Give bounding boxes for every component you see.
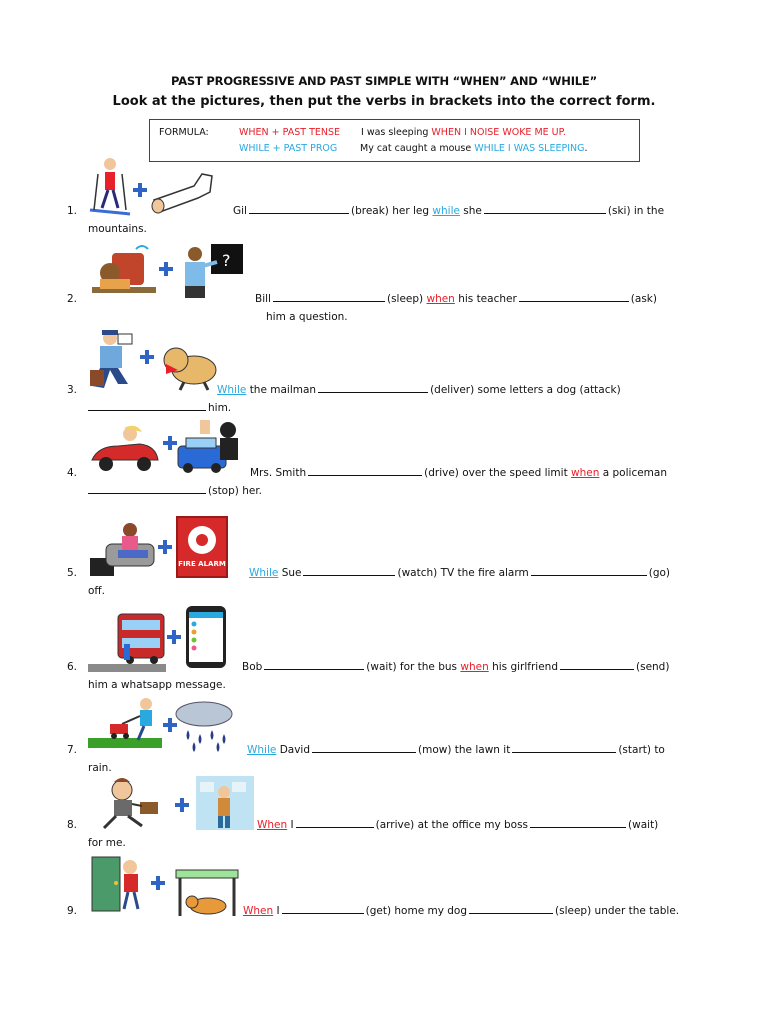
item-7-continuation: rain.: [88, 762, 112, 774]
answer-blank[interactable]: [88, 485, 206, 494]
item-8-sentence: When I (arrive) at the office my boss (wait): [257, 819, 659, 831]
item-6-sentence: Bob (wait) for the bus when his girlfriend (send): [242, 661, 670, 673]
item-8-continuation: for me.: [88, 837, 126, 849]
mailman-icon: [88, 326, 140, 392]
worksheet-instruction: Look at the pictures, then put the verbs in brackets into the correct form.: [112, 94, 656, 109]
item-number: 6.: [67, 661, 78, 673]
item-number: 7.: [67, 744, 78, 756]
answer-blank[interactable]: [484, 205, 606, 214]
dog-under-table-icon: [172, 866, 242, 918]
teacher-icon: [175, 242, 245, 300]
item-2-sentence: Bill (sleep) when his teacher (ask): [255, 293, 657, 305]
item-7-sentence: While David (mow) the lawn it (start) to: [247, 744, 665, 756]
answer-blank[interactable]: [303, 567, 395, 576]
answer-blank[interactable]: [273, 293, 385, 302]
item-number: 4.: [67, 467, 78, 479]
fire-alarm-icon: [176, 516, 228, 578]
worksheet-title: PAST PROGRESSIVE AND PAST SIMPLE WITH “WHEN” AND “WHILE”: [171, 74, 597, 88]
driving-woman-icon: [88, 424, 162, 476]
boss-icon: [196, 776, 254, 830]
plus-icon: [159, 262, 173, 276]
item-number: 1.: [67, 205, 78, 217]
item-5-sentence: While Sue (watch) TV the fire alarm (go): [249, 567, 671, 579]
formula-example-1: I was sleeping WHEN I NOISE WOKE ME UP.: [361, 127, 566, 138]
bus-stop-icon: [88, 612, 166, 672]
police-car-icon: [176, 416, 244, 476]
item-number: 2.: [67, 293, 78, 305]
plus-icon: [158, 540, 172, 554]
item-number: 3.: [67, 384, 78, 396]
angry-dog-icon: [158, 340, 220, 392]
plus-icon: [140, 350, 154, 364]
answer-blank[interactable]: [249, 205, 349, 214]
svg-text:?: ?: [222, 251, 231, 270]
answer-blank[interactable]: [519, 293, 629, 302]
answer-blank[interactable]: [282, 905, 364, 914]
item-3-continuation: him.: [88, 402, 231, 414]
answer-blank[interactable]: [296, 819, 374, 828]
plus-icon: [175, 798, 189, 812]
rain-cloud-icon: [174, 700, 236, 754]
skier-icon: [88, 152, 132, 216]
formula-label: FORMULA:: [159, 127, 209, 138]
running-man-icon: [88, 776, 172, 832]
answer-blank[interactable]: [264, 661, 364, 670]
plus-icon: [167, 630, 181, 644]
item-number: 8.: [67, 819, 78, 831]
smartphone-icon: [184, 604, 228, 670]
item-9-sentence: When I (get) home my dog (sleep) under the table.: [243, 905, 680, 917]
item-2-continuation: him a question.: [266, 311, 348, 323]
man-at-door-icon: [88, 853, 148, 913]
answer-blank[interactable]: [469, 905, 553, 914]
plus-icon: [163, 436, 177, 450]
lawn-mower-icon: [88, 694, 162, 748]
formula-rule-while: WHILE + PAST PROG: [239, 143, 338, 154]
answer-blank[interactable]: [88, 402, 206, 411]
item-6-continuation: him a whatsapp message.: [88, 679, 226, 691]
answer-blank[interactable]: [308, 467, 422, 476]
formula-example-2: My cat caught a mouse WHILE I WAS SLEEPING.: [360, 143, 588, 154]
answer-blank[interactable]: [318, 384, 428, 393]
item-3-sentence: While the mailman (deliver) some letters a dog (attack): [217, 384, 621, 396]
item-1-sentence: Gil (break) her leg while she (ski) in the: [233, 205, 665, 217]
formula-rule-when: WHEN + PAST TENSE: [239, 127, 341, 138]
item-4-sentence: Mrs. Smith (drive) over the speed limit when a policeman: [250, 467, 667, 479]
sleeping-student-icon: [88, 243, 160, 301]
woman-watching-tv-icon: [88, 518, 158, 578]
answer-blank[interactable]: [530, 819, 626, 828]
item-1-continuation: mountains.: [88, 223, 147, 235]
item-4-continuation: (stop) her.: [88, 485, 262, 497]
fire-alarm-label: FIRE ALARM: [178, 560, 226, 568]
item-number: 5.: [67, 567, 78, 579]
answer-blank[interactable]: [560, 661, 634, 670]
answer-blank[interactable]: [531, 567, 647, 576]
answer-blank[interactable]: [512, 744, 616, 753]
formula-box: [149, 119, 640, 162]
answer-blank[interactable]: [312, 744, 416, 753]
plus-icon: [133, 183, 147, 197]
plus-icon: [151, 876, 165, 890]
item-number: 9.: [67, 905, 78, 917]
leg-cast-icon: [150, 168, 220, 218]
item-5-continuation: off.: [88, 585, 105, 597]
